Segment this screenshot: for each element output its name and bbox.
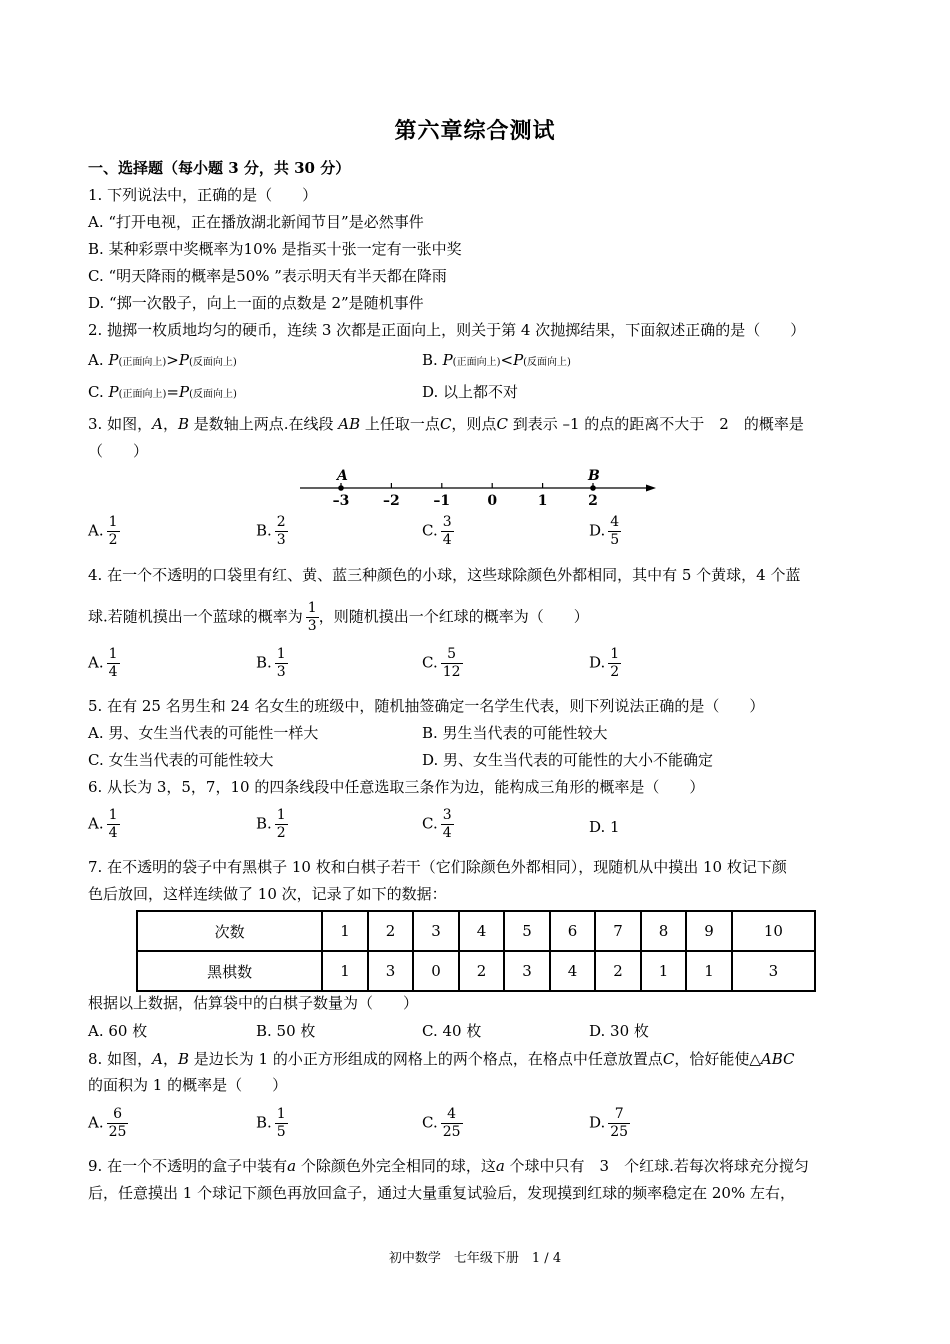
- q8-stem-line2: 的面积为 1 的概率是（ ）: [88, 1076, 288, 1094]
- q6-option-c: C. $\frac{3}{4}$: [422, 807, 452, 841]
- q1-option-d: D. “掷一次骰子，向上一面的点数是 2”是随机事件: [88, 294, 424, 312]
- q7-option-b: B. 50 枚: [256, 1022, 316, 1040]
- q5-option-c: C. 女生当代表的可能性较大: [88, 751, 274, 769]
- q8-option-d: D. $\frac{7}{25}$: [589, 1106, 629, 1140]
- fraction: $\frac{4}{5}$: [610, 514, 620, 548]
- q5-stem: 5. 在有 25 名男生和 24 名女生的班级中，随机抽签确定一名学生代表，则下列说法正确的是（ ）: [88, 697, 765, 715]
- record-table: [136, 910, 816, 992]
- fraction: $\frac{1}{2}$: [108, 514, 118, 548]
- fraction: $\frac{1}{3}$: [276, 646, 286, 680]
- table-cell: 5: [504, 911, 550, 951]
- q3-option-c: C. $\frac{3}{4}$: [422, 514, 452, 548]
- number-line-figure: [290, 463, 670, 511]
- table-cell: 0: [413, 951, 459, 991]
- fraction: $\frac{3}{4}$: [442, 514, 452, 548]
- axis-tick-label: –1: [433, 493, 451, 509]
- fraction: $\frac{1}{2}$: [276, 807, 286, 841]
- q7-option-d: D. 30 枚: [589, 1022, 649, 1040]
- fraction: $\frac{5}{12}$: [442, 646, 461, 680]
- table-cell: 2: [368, 911, 414, 951]
- axis-tick-label: –2: [383, 493, 400, 509]
- section-heading: 一、选择题（每小题 3 分，共 30 分）: [88, 159, 351, 177]
- q2-stem: 2. 抛掷一枚质地均匀的硬币，连续 3 次都是正面向上，则关于第 4 次抛掷结果，下面叙述正确的是（ ）: [88, 321, 806, 339]
- q4-option-a: A. $\frac{1}{4}$: [88, 646, 118, 680]
- axis-tick-label: 1: [537, 493, 548, 509]
- fraction: $\frac{1}{4}$: [108, 807, 118, 841]
- table-cell: 1: [322, 951, 368, 991]
- fraction: $\frac{1}{2}$: [610, 646, 620, 680]
- table-cell: 1: [686, 951, 732, 991]
- fraction: $\frac{2}{3}$: [276, 514, 286, 548]
- fraction: $\frac{1}{4}$: [108, 646, 118, 680]
- table-cell: 7: [595, 911, 641, 951]
- q7-stem: 7. 在不透明的袋子中有黑棋子 10 枚和白棋子若干（它们除颜色外都相同），现随机从中摸出 10 枚记下颜: [88, 858, 787, 876]
- fraction: $\frac{7}{25}$: [610, 1106, 629, 1140]
- table-cell: 1: [641, 951, 687, 991]
- q7-option-c: C. 40 枚: [422, 1022, 482, 1040]
- q2-option-d: D. 以上都不对: [422, 383, 519, 401]
- q3-stem-line2: （ ）: [88, 442, 149, 460]
- table-cell: 4: [550, 951, 596, 991]
- q4-option-d: D. $\frac{1}{2}$: [589, 646, 620, 680]
- q3-stem: 3. 如图，A，B 是数轴上两点.在线段 AB 上任取一点C，则点C 到表示 –1 的点的距离不大于 2 的概率是: [88, 415, 804, 433]
- q8-option-c: C. $\frac{4}{25}$: [422, 1106, 461, 1140]
- q1-option-a: A. “打开电视，正在播放湖北新闻节目”是必然事件: [88, 213, 424, 231]
- q5-option-a: A. 男、女生当代表的可能性一样大: [88, 724, 319, 742]
- table-cell: 6: [550, 911, 596, 951]
- fraction: $\frac{4}{25}$: [442, 1106, 461, 1140]
- q8-option-a: A. $\frac{6}{25}$: [88, 1106, 127, 1140]
- q3-option-b: B. $\frac{2}{3}$: [256, 514, 286, 548]
- q1-option-b: B. 某种彩票中奖概率为10% 是指买十张一定有一张中奖: [88, 240, 462, 258]
- table-cell: 3: [732, 951, 815, 991]
- point-b-label: B: [588, 468, 600, 484]
- q6-option-d: D. 1: [589, 818, 620, 836]
- table-row: [137, 951, 815, 991]
- table-cell: 9: [686, 911, 732, 951]
- table-cell: 2: [459, 951, 505, 991]
- table-row: [137, 911, 815, 951]
- axis-tick-label: –3: [332, 493, 350, 509]
- number-line-arrow: [646, 485, 656, 492]
- q6-option-a: A. $\frac{1}{4}$: [88, 807, 118, 841]
- q1-stem: 1. 下列说法中，正确的是（ ）: [88, 186, 318, 204]
- table-cell: 1: [322, 911, 368, 951]
- fraction: $\frac{3}{4}$: [442, 807, 452, 841]
- table-cell: 次数: [137, 911, 322, 951]
- axis-tick-label: 0: [487, 493, 498, 509]
- q6-option-b: B. $\frac{1}{2}$: [256, 807, 286, 841]
- q4-stem-line2: 球.若随机摸出一个蓝球的概率为 $\frac{1}{3}$ ，则随机摸出一个红球的概率为（ ）: [88, 600, 589, 634]
- point-b-dot: [590, 485, 596, 491]
- q4-option-c: C. $\frac{5}{12}$: [422, 646, 461, 680]
- q3-option-a: A. $\frac{1}{2}$: [88, 514, 118, 548]
- q2-option-c: C. P(正面向上)=P(反面向上): [88, 383, 237, 401]
- table-cell: 10: [732, 911, 815, 951]
- q4-option-b: B. $\frac{1}{3}$: [256, 646, 286, 680]
- page-title: 第六章综合测试: [394, 118, 556, 144]
- q9-stem-line2: 后，任意摸出 1 个球记下颜色再放回盒子，通过大量重复试验后，发现摸到红球的频率稳定在 20% 左右，: [88, 1184, 795, 1202]
- q8-stem: 8. 如图，A，B 是边长为 1 的小正方形组成的网格上的两个格点，在格点中任意放置点C，恰好能使△ABC: [88, 1050, 795, 1068]
- table-cell: 黑棋数: [137, 951, 322, 991]
- table-cell: 3: [504, 951, 550, 991]
- q7-stem-line2: 色后放回，这样连续做了 10 次，记录了如下的数据：: [88, 885, 447, 903]
- page-footer: 初中数学 七年级下册 1 / 4: [388, 1251, 562, 1266]
- q5-option-b: B. 男生当代表的可能性较大: [422, 724, 608, 742]
- table-cell: 4: [459, 911, 505, 951]
- point-a-dot: [338, 485, 344, 491]
- q8-option-b: B. $\frac{1}{5}$: [256, 1106, 286, 1140]
- q4-stem: 4. 在一个不透明的口袋里有红、黄、蓝三种颜色的小球，这些球除颜色外都相同，其中有 5 个黄球，4 个蓝: [88, 566, 801, 584]
- axis-tick-label: 2: [588, 493, 598, 509]
- q5-option-d: D. 男、女生当代表的可能性的大小不能确定: [422, 751, 714, 769]
- table-cell: 3: [368, 951, 414, 991]
- q9-stem: 9. 在一个不透明的盒子中装有a 个除颜色外完全相同的球，这a 个球中只有 3 个红球.若每次将球充分搅匀: [88, 1157, 809, 1175]
- q6-stem: 6. 从长为 3，5，7，10 的四条线段中任意选取三条作为边，能构成三角形的概率是（ ）: [88, 778, 705, 796]
- q1-option-c: C. “明天降雨的概率是50% ”表示明天有半天都在降雨: [88, 267, 447, 285]
- table-cell: 2: [595, 951, 641, 991]
- fraction: $\frac{6}{25}$: [108, 1106, 127, 1140]
- fraction: $\frac{1}{5}$: [276, 1106, 286, 1140]
- table-cell: 8: [641, 911, 687, 951]
- fraction: $\frac{1}{3}$: [307, 600, 317, 634]
- q7-followup: 根据以上数据，估算袋中的白棋子数量为（ ）: [88, 994, 419, 1012]
- table-cell: 3: [413, 911, 459, 951]
- q2-option-a: A. P(正面向上)>P(反面向上): [88, 351, 237, 369]
- q7-option-a: A. 60 枚: [88, 1022, 148, 1040]
- point-a-label: A: [337, 468, 348, 484]
- q3-option-d: D. $\frac{4}{5}$: [589, 514, 620, 548]
- q2-option-b: B. P(正面向上)<P(反面向上): [422, 351, 571, 369]
